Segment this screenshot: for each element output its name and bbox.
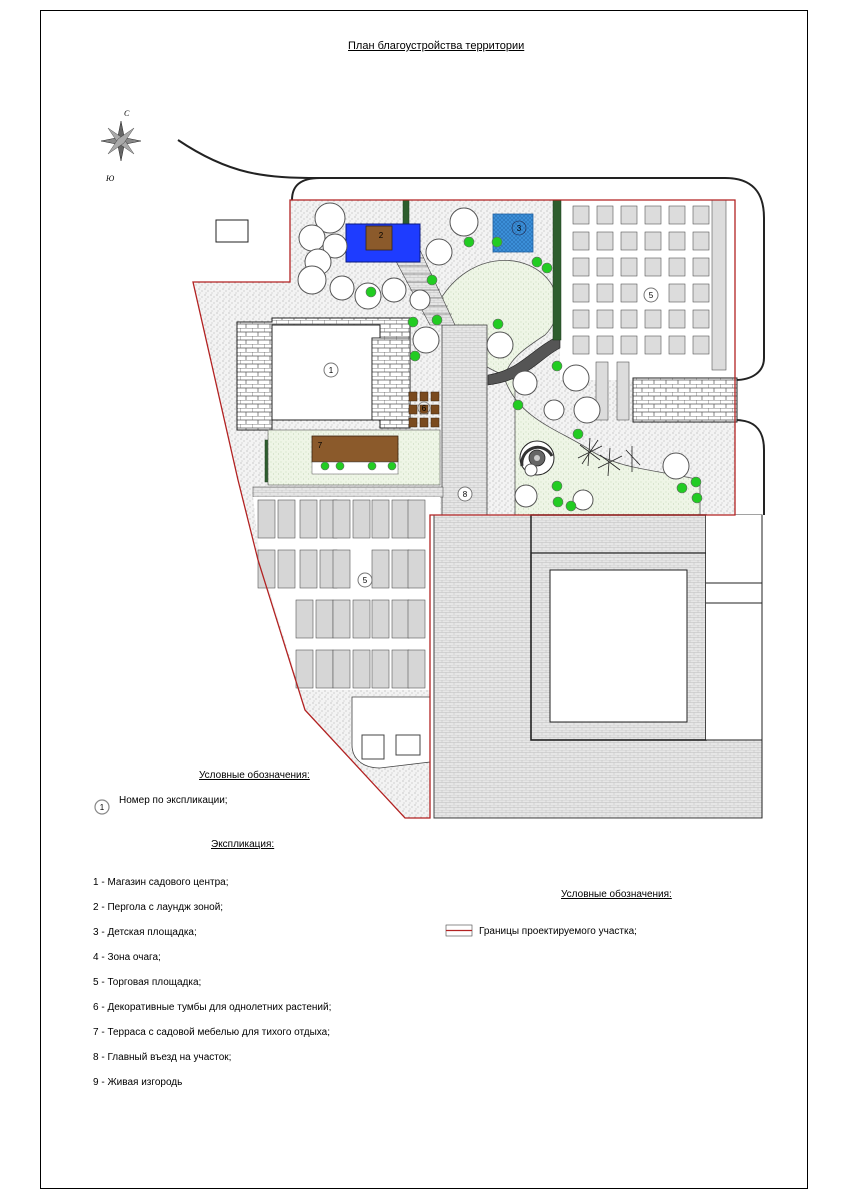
- marker-1-label: 1: [328, 366, 334, 375]
- brick-wall-shop-inner: [372, 338, 410, 420]
- explication-item: 9 - Живая изгородь: [93, 1077, 183, 1088]
- boundary-legend-text: Границы проектируемого участка;: [479, 926, 637, 937]
- explication-item: 1 - Магазин садового центра;: [93, 877, 229, 888]
- explication-item: 8 - Главный въезд на участок;: [93, 1052, 232, 1063]
- compass-south-label: Ю: [106, 174, 115, 183]
- explication-item: 7 - Терраса с садовой мебелью для тихого отдыха;: [93, 1027, 331, 1038]
- terrace-deck: [312, 436, 398, 462]
- main-driveway: [442, 325, 487, 515]
- boundary-legend-symbol: [446, 925, 472, 936]
- parking-box-a: [362, 735, 384, 759]
- compass-rose: [101, 121, 141, 161]
- road-corner: [292, 178, 320, 200]
- compass-north-label: С: [124, 109, 130, 118]
- marker-6-label: 6: [421, 404, 427, 413]
- marker-5-west-label: 5: [362, 576, 368, 585]
- explication-item: 5 - Торговая площадка;: [93, 977, 202, 988]
- legend-marker-number: 1: [99, 803, 105, 812]
- explication-item: 3 - Детская площадка;: [93, 927, 197, 938]
- explication-item: 2 - Пергола с лаундж зоной;: [93, 902, 224, 913]
- plan-title: План благоустройства территории: [348, 40, 525, 52]
- parking-box-b: [396, 735, 420, 755]
- east-strip: [706, 515, 762, 740]
- terrace-path: [253, 487, 443, 497]
- central-building: [550, 570, 687, 722]
- hedge-east: [553, 200, 561, 340]
- road-corner-east: [735, 420, 764, 515]
- explication-item: 4 - Зона очага;: [93, 952, 161, 963]
- legend-marker-text: Номер по экспликации;: [119, 795, 228, 806]
- outbuilding: [216, 220, 248, 242]
- brick-wall-east: [633, 378, 737, 422]
- marker-2-label: 2: [378, 231, 384, 240]
- explication-item: 6 - Декоративные тумбы для однолетних растений;: [93, 1002, 332, 1013]
- marker-7-label: 7: [317, 441, 323, 450]
- legend2-heading: Условные обозначения:: [561, 889, 672, 900]
- marker-3-label: 3: [516, 224, 522, 233]
- marker-8-label: 8: [462, 490, 468, 499]
- legend-heading: Условные обозначения:: [199, 770, 310, 781]
- explication-heading: Экспликация:: [211, 839, 275, 850]
- marker-5-north-label: 5: [648, 291, 654, 300]
